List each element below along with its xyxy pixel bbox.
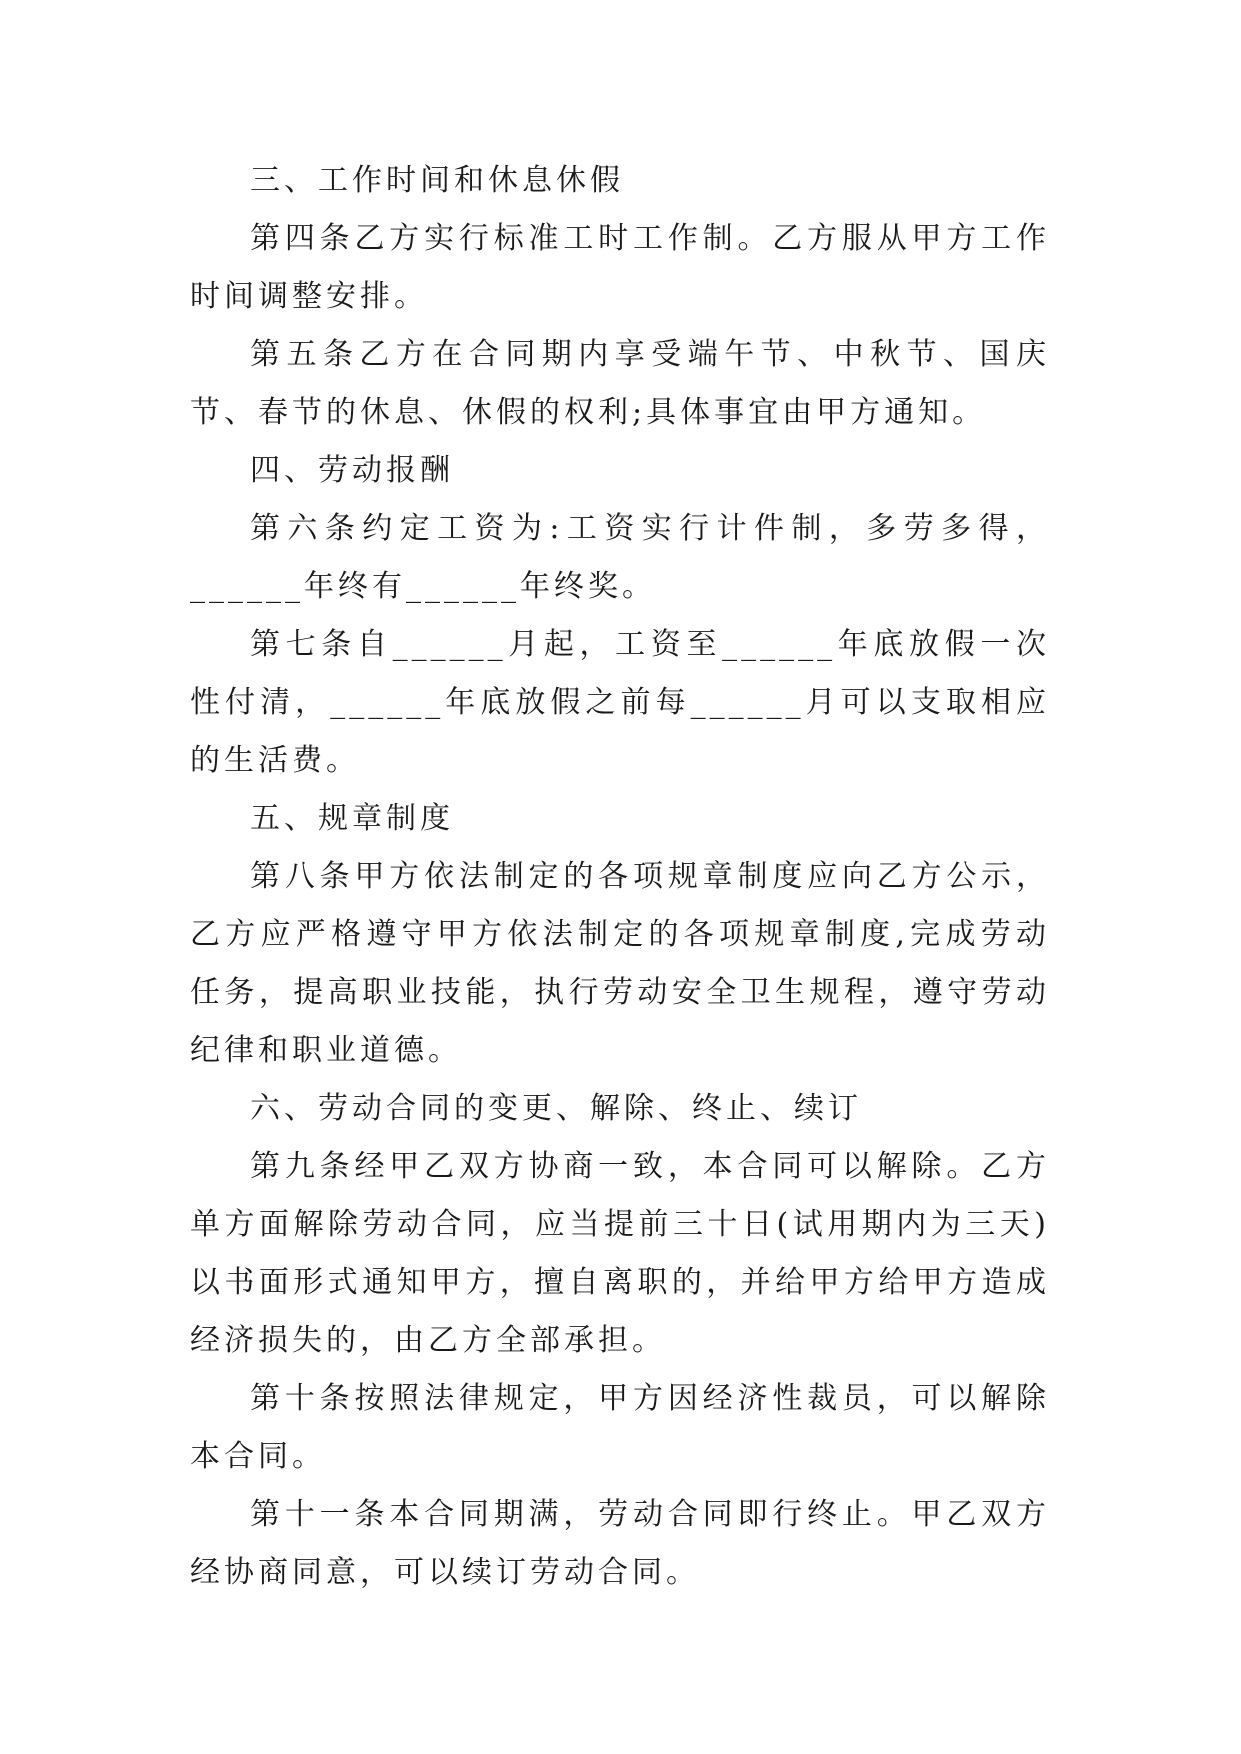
article-7-paragraph: 第七条自______月起，工资至______年底放假一次性付清，______年底放假之前每______月可以支取相应的生活费。 [190, 627, 1050, 778]
article-10-paragraph: 第十条按照法律规定，甲方因经济性裁员，可以解除本合同。 [190, 1381, 1050, 1474]
section-heading-rules: 五、规章制度 [250, 801, 454, 836]
section-heading-contract-changes: 六、劳动合同的变更、解除、终止、续订 [250, 1091, 862, 1126]
article-9-paragraph: 第九条经甲乙双方协商一致，本合同可以解除。乙方单方面解除劳动合同，应当提前三十日(试用期内为三天)以书面形式通知甲方，擅自离职的，并给甲方给甲方造成经济损失的，由乙方全部承担。 [190, 1149, 1050, 1358]
article-11-paragraph: 第十一条本合同期满，劳动合同即行终止。甲乙双方经协商同意，可以续订劳动合同。 [190, 1497, 1050, 1590]
article-6-paragraph: 第六条约定工资为:工资实行计件制，多劳多得，______年终有______年终奖。 [190, 511, 1050, 604]
section-heading-remuneration: 四、劳动报酬 [250, 453, 454, 488]
document-body [190, 152, 1050, 1602]
article-4-paragraph: 第四条乙方实行标准工时工作制。乙方服从甲方工作时间调整安排。 [190, 221, 1050, 314]
article-8-paragraph: 第八条甲方依法制定的各项规章制度应向乙方公示，乙方应严格遵守甲方依法制定的各项规章制度,完成劳动任务，提高职业技能，执行劳动安全卫生规程，遵守劳动纪律和职业道德。 [190, 859, 1050, 1068]
article-5-paragraph: 第五条乙方在合同期内享受端午节、中秋节、国庆节、春节的休息、休假的权利;具体事宜由甲方通知。 [190, 337, 1050, 430]
section-heading-work-time: 三、工作时间和休息休假 [250, 163, 624, 198]
